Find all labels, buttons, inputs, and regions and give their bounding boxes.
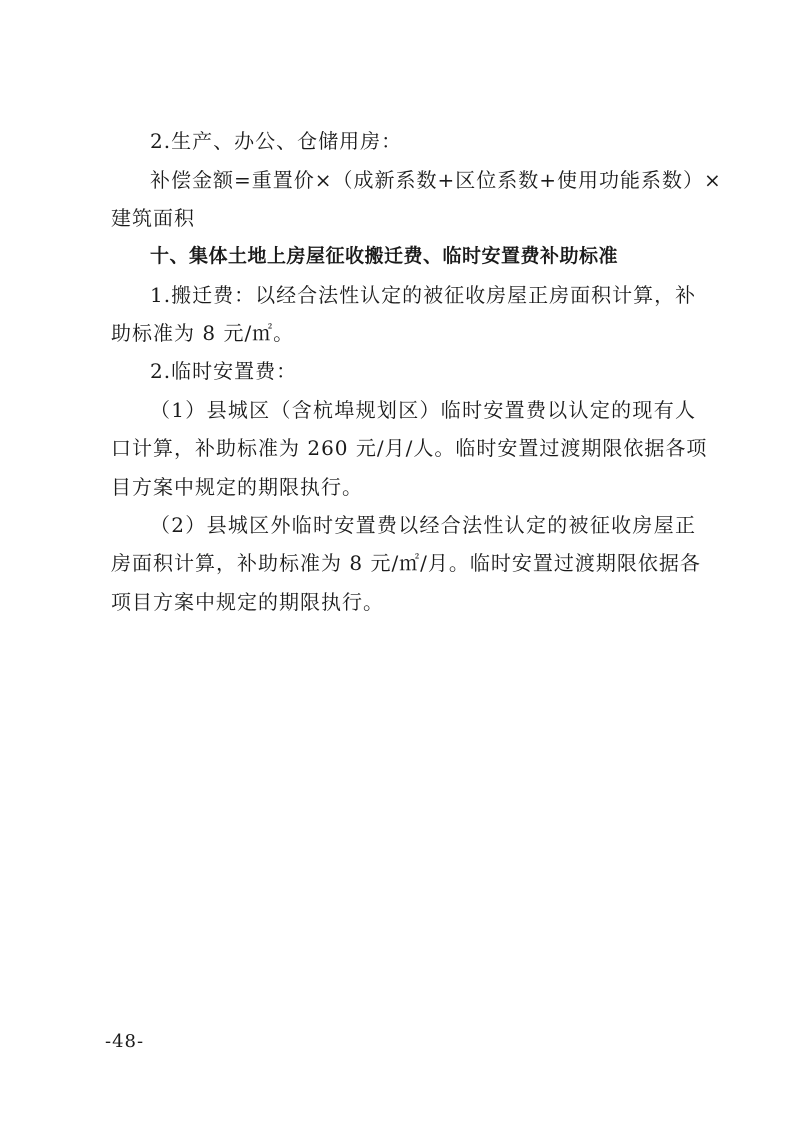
paragraph-line: 建筑面积: [111, 206, 195, 230]
subsection-heading-production-office-storage: 2.生产、办公、仓储用房：: [150, 129, 403, 153]
paragraph-line: 目方案中规定的期限执行。: [111, 475, 363, 499]
page-number: -48-: [105, 1031, 145, 1052]
section-heading-relocation-subsidy: 十、集体土地上房屋征收搬迁费、临时安置费补助标准: [150, 245, 619, 267]
paragraph-line: 1.搬迁费：以经合法性认定的被征收房屋正房面积计算，补: [150, 283, 697, 307]
paragraph-line: 口计算，补助标准为 260 元/月/人。临时安置过渡期限依据各项: [111, 436, 708, 460]
subsection-heading-temporary-resettlement: 2.临时安置费：: [150, 359, 298, 383]
paragraph-line: （1）县城区（含杭埠规划区）临时安置费以认定的现有人: [150, 398, 696, 422]
paragraph-line: （2）县城区外临时安置费以经合法性认定的被征收房屋正: [150, 513, 696, 537]
paragraph-line: 房面积计算，补助标准为 8 元/㎡/月。临时安置过渡期限依据各: [111, 551, 701, 575]
paragraph-line: 补偿金额=重置价×（成新系数+区位系数+使用功能系数）×: [150, 168, 722, 192]
paragraph-line: 助标准为 8 元/㎡。: [111, 321, 295, 345]
paragraph-line: 项目方案中规定的期限执行。: [111, 590, 384, 614]
